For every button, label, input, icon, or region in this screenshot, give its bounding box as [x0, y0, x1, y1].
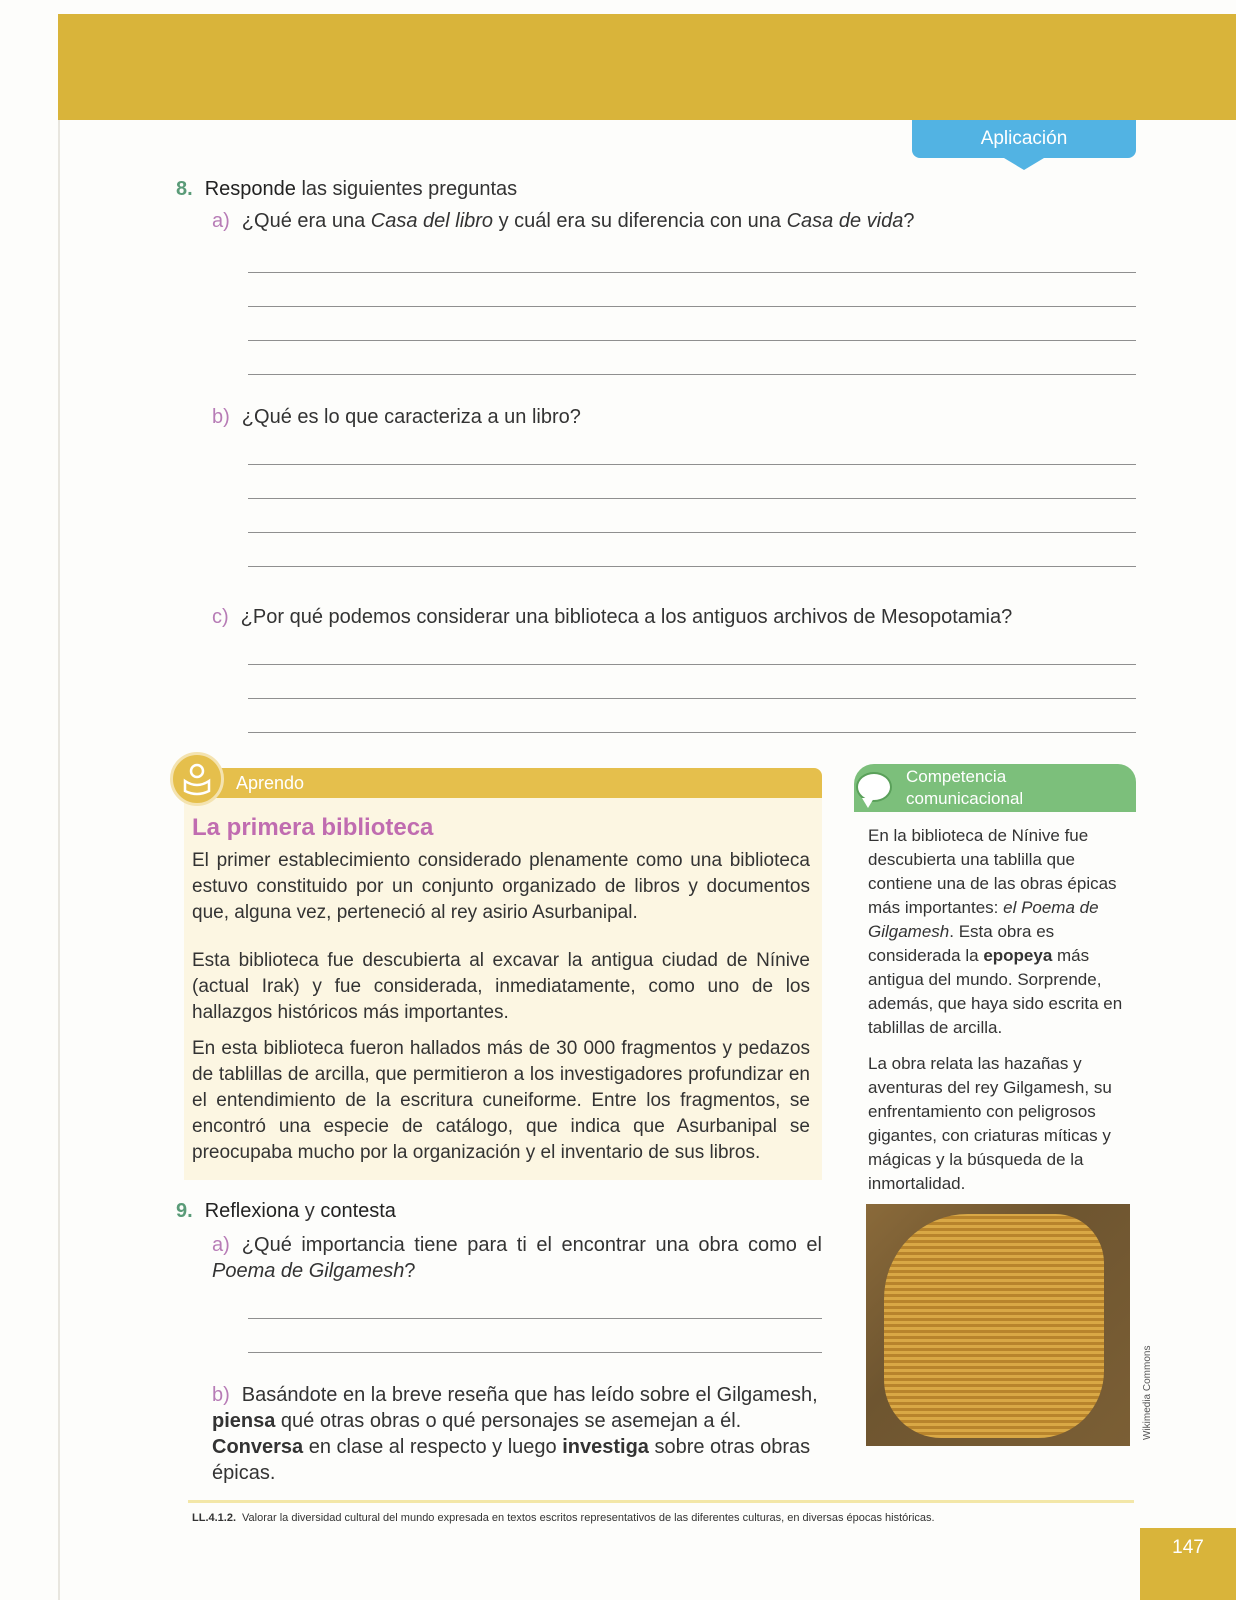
instruction-text: y — [299, 1200, 321, 1222]
question-text: ? — [903, 210, 915, 232]
question-letter: b) — [212, 406, 230, 428]
question-8a — [212, 210, 914, 233]
clay-tablet — [884, 1214, 1104, 1438]
instruction-text: las siguientes preguntas — [301, 178, 518, 200]
question-text: ¿Qué importancia tiene para ti el encontrar una obra como el — [241, 1234, 822, 1256]
text-italic: el Poema de Gilgamesh — [868, 898, 1099, 941]
answer-line[interactable] — [248, 698, 1136, 699]
reader-icon — [170, 752, 224, 806]
question-number: 9. — [176, 1200, 193, 1222]
competencia-label: comunicacional — [906, 789, 1024, 808]
question-text: qué otras obras o qué personajes se asemejan a él. — [275, 1410, 742, 1432]
aprendo-header — [192, 768, 822, 798]
answer-line[interactable] — [248, 374, 1136, 375]
text-run: . Esta obra es considerada la — [868, 922, 1055, 965]
aprendo-paragraph-2: Esta biblioteca fue descubierta al excavar la antigua ciudad de Nínive (actual Irak) y fue considerada, inmediatamente, como uno de los hallazgos históricos más importantes. — [192, 950, 810, 1023]
text-run: más antigua del mundo. Sorprende, además, que haya sido escrita en tablillas de arcilla. — [868, 946, 1123, 1037]
answer-line[interactable] — [248, 306, 1136, 307]
question-text: ? — [404, 1260, 416, 1282]
speech-bubble-icon — [856, 772, 892, 802]
question-bold: piensa — [212, 1410, 276, 1432]
curriculum-standard — [192, 1512, 935, 1524]
question-letter: c) — [212, 606, 229, 628]
answer-line[interactable] — [248, 732, 1136, 733]
instruction-verb: Reflexiona — [204, 1200, 300, 1222]
instruction-verb: contesta — [320, 1200, 396, 1222]
question-text: ¿Qué es lo que caracteriza a un libro? — [241, 406, 581, 428]
question-bold: investiga — [562, 1436, 649, 1458]
question-8-heading — [176, 178, 517, 201]
question-bold: Conversa — [212, 1436, 304, 1458]
aprendo-label: Aprendo — [236, 773, 305, 793]
answer-line[interactable] — [248, 272, 1136, 273]
question-text: Basándote en la breve reseña que has leído sobre el Gilgamesh, — [241, 1384, 818, 1406]
answer-line[interactable] — [248, 664, 1136, 665]
answer-line[interactable] — [248, 1318, 822, 1319]
question-8b — [212, 406, 581, 429]
answer-line[interactable] — [248, 532, 1136, 533]
standard-code: LL.4.1.2. — [192, 1512, 237, 1524]
question-number: 8. — [176, 178, 193, 200]
question-text: sobre otras obras épicas. — [212, 1436, 811, 1484]
answer-line[interactable] — [248, 566, 1136, 567]
aprendo-paragraph-3: En esta biblioteca fueron hallados más de 30 000 fragmentos y pedazos de tablillas de arcilla, que permitieron a los investigadores profundizar en el entendimiento de la escritura cuneiforme. Entre los fragmentos, se encontró una especie de catálogo, que indica que Asurbanipal se preocupaba mucho por la organización y el inventario de sus libros. — [192, 1038, 810, 1163]
question-9-heading — [176, 1200, 396, 1223]
question-italic: Casa de vida — [786, 210, 904, 232]
question-9a — [212, 1232, 822, 1284]
instruction-verb: Responde — [204, 178, 296, 200]
competencia-paragraph-2: La obra relata las hazañas y aventuras del rey Gilgamesh, su enfrentamiento con peligrosos gigantes, con criaturas míticas y mágicas y la búsqueda de la inmortalidad. — [868, 1054, 1112, 1193]
footer-divider — [188, 1500, 1134, 1503]
aprendo-paragraph-1: El primer establecimiento considerado plenamente como una biblioteca estuvo constituido por un conjunto organizado de libros y documentos que, alguna vez, perteneció al rey asirio Asurbanipal. — [192, 850, 810, 923]
page-number: 147 — [1140, 1528, 1236, 1600]
question-letter: a) — [212, 210, 230, 232]
standard-text: Valorar la diversidad cultural del mundo expresada en textos escritos representativos de las diferentes culturas, en diversas épocas históricas. — [242, 1512, 935, 1524]
question-letter: a) — [212, 1234, 230, 1256]
question-italic: Casa del libro — [370, 210, 494, 232]
competencia-paragraph-1 — [868, 824, 1134, 1040]
question-letter: b) — [212, 1384, 230, 1406]
answer-line[interactable] — [248, 464, 1136, 465]
question-text: ¿Por qué podemos considerar una biblioteca a los antiguos archivos de Mesopotamia? — [240, 606, 1013, 628]
text-run: En la biblioteca de Nínive fue descubierta una tablilla que contiene una de las obras épicas más importantes: — [868, 826, 1117, 917]
question-8c — [212, 606, 1012, 629]
header-band — [58, 14, 1236, 120]
aprendo-title: La primera biblioteca — [192, 814, 434, 841]
question-text: en clase al respecto y luego — [303, 1436, 563, 1458]
competencia-label: Competencia — [906, 767, 1007, 786]
text-bold: epopeya — [983, 946, 1053, 965]
page-edge — [58, 120, 60, 1600]
section-tab-aplicacion: Aplicación — [912, 120, 1136, 158]
question-italic: Poema de Gilgamesh — [212, 1260, 405, 1282]
question-text: y cuál era su diferencia con una — [493, 210, 787, 232]
question-9b — [212, 1382, 822, 1486]
question-text: ¿Qué era una — [241, 210, 371, 232]
competencia-header — [854, 764, 1136, 812]
answer-line[interactable] — [248, 340, 1136, 341]
image-credit: Wikimedia Commons — [1142, 1345, 1153, 1440]
answer-line[interactable] — [248, 498, 1136, 499]
gilgamesh-tablet-image — [866, 1204, 1130, 1446]
answer-line[interactable] — [248, 1352, 822, 1353]
